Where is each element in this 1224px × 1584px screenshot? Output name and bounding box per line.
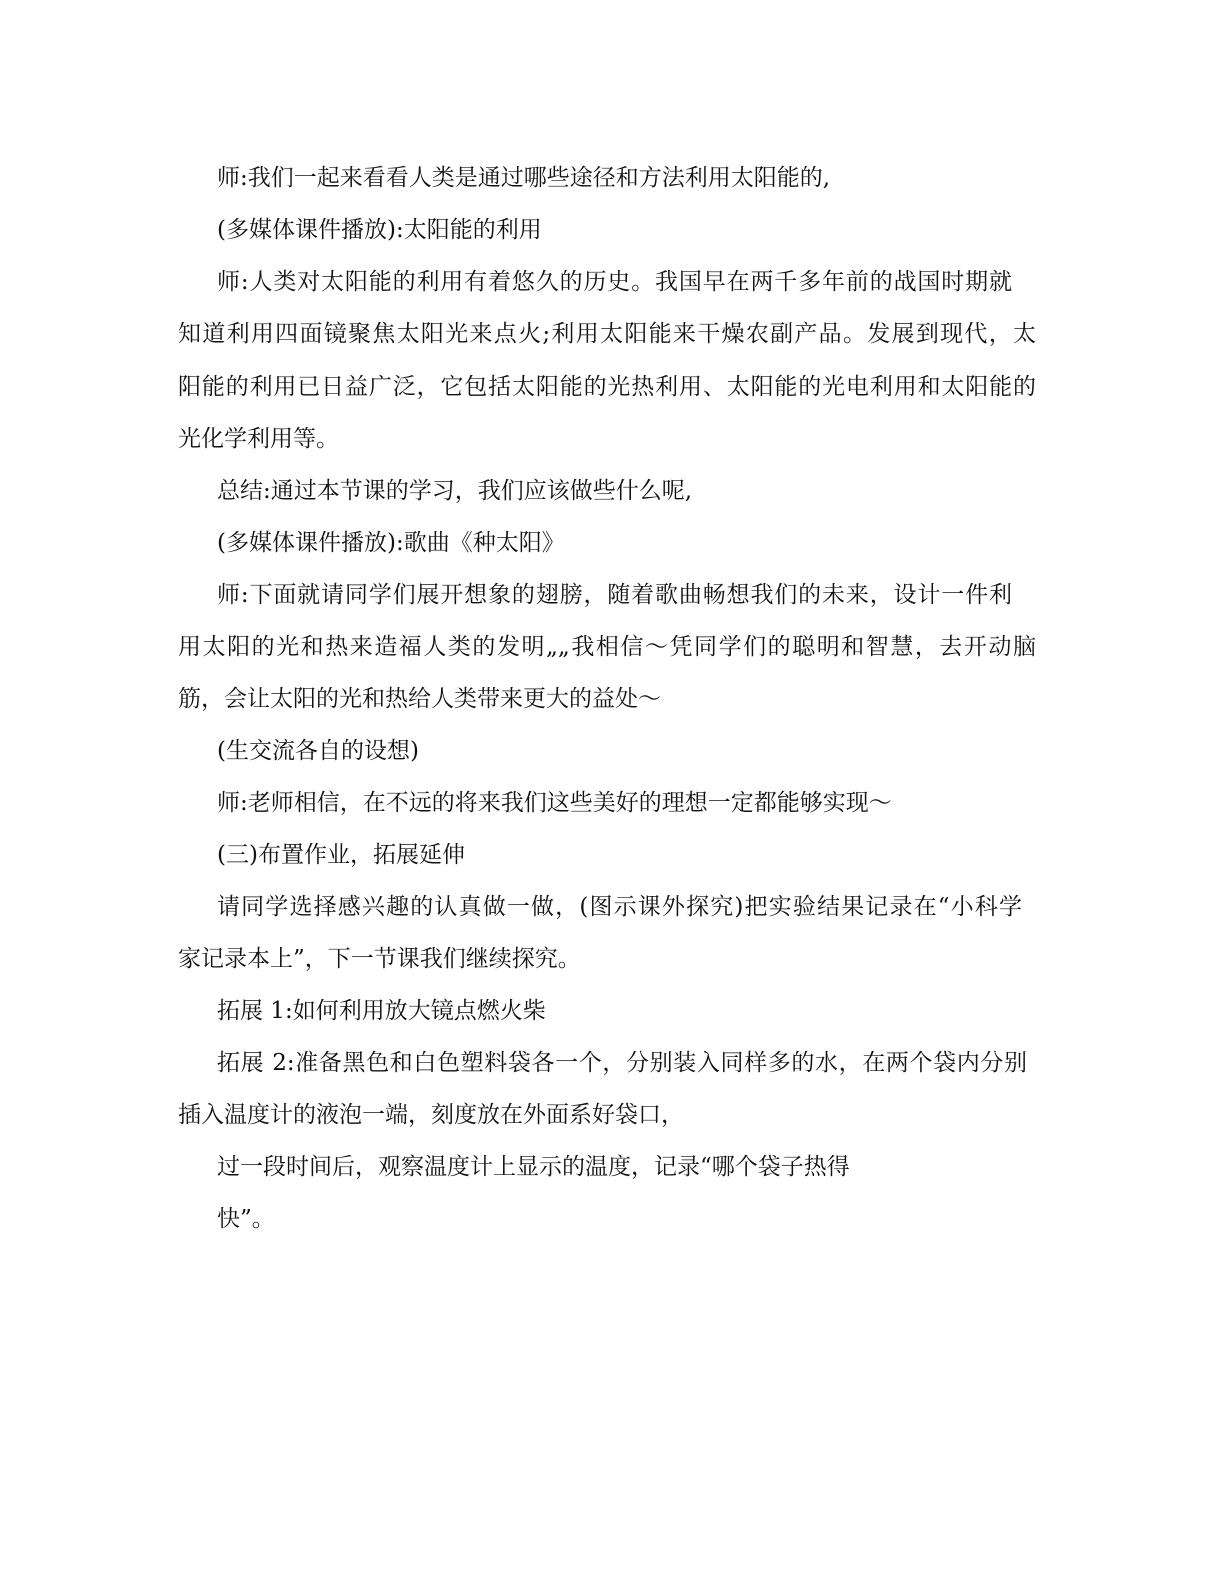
text-line: 用太阳的光和热来造福人类的发明„„我相信～凭同学们的聪明和智慧，去开动脑 <box>178 634 1036 660</box>
text-line: 家记录本上”，下一节课我们继续探究。 <box>178 946 581 972</box>
text-line: 过一段时间后，观察温度计上显示的温度，记录“哪个袋子热得 <box>217 1154 850 1180</box>
text-line: 快”。 <box>217 1206 275 1232</box>
text-line: 请同学选择感兴趣的认真做一做，(图示课外探究)把实验结果记录在“小科学 <box>217 894 1022 920</box>
text-line: 筋，会让太阳的光和热给人类带来更大的益处～ <box>178 686 661 712</box>
text-line: (多媒体课件播放):歌曲《种太阳》 <box>217 530 565 556</box>
text-line: 阳能的利用已日益广泛，它包括太阳能的光热利用、太阳能的光电利用和太阳能的 <box>178 374 1036 400</box>
text-line: 知道利用四面镜聚焦太阳光来点火;利用太阳能来干燥农副产品。发展到现代，太 <box>178 321 1036 347</box>
text-line: 师:老师相信，在不远的将来我们这些美好的理想一定都能够实现～ <box>217 790 892 816</box>
text-line: 拓展 1:如何利用放大镜点燃火柴 <box>217 998 546 1024</box>
text-line: (生交流各自的设想) <box>217 738 419 764</box>
text-line: (多媒体课件播放):太阳能的利用 <box>217 217 542 243</box>
text-line: (三)布置作业，拓展延伸 <box>217 842 465 868</box>
text-line: 插入温度计的液泡一端，刻度放在外面系好袋口， <box>178 1102 684 1128</box>
text-line: 师:我们一起来看看人类是通过哪些途径和方法利用太阳能的, <box>217 165 831 191</box>
text-line: 师:人类对太阳能的利用有着悠久的历史。我国早在两千多年前的战国时期就 <box>217 269 1012 295</box>
text-line: 拓展 2:准备黑色和白色塑料袋各一个，分别装入同样多的水，在两个袋内分别 <box>217 1050 1027 1076</box>
text-line: 师:下面就请同学们展开想象的翅膀，随着歌曲畅想我们的未来，设计一件利 <box>217 582 1012 608</box>
text-line: 光化学利用等。 <box>178 426 339 452</box>
text-line: 总结:通过本节课的学习，我们应该做些什么呢, <box>217 478 693 504</box>
